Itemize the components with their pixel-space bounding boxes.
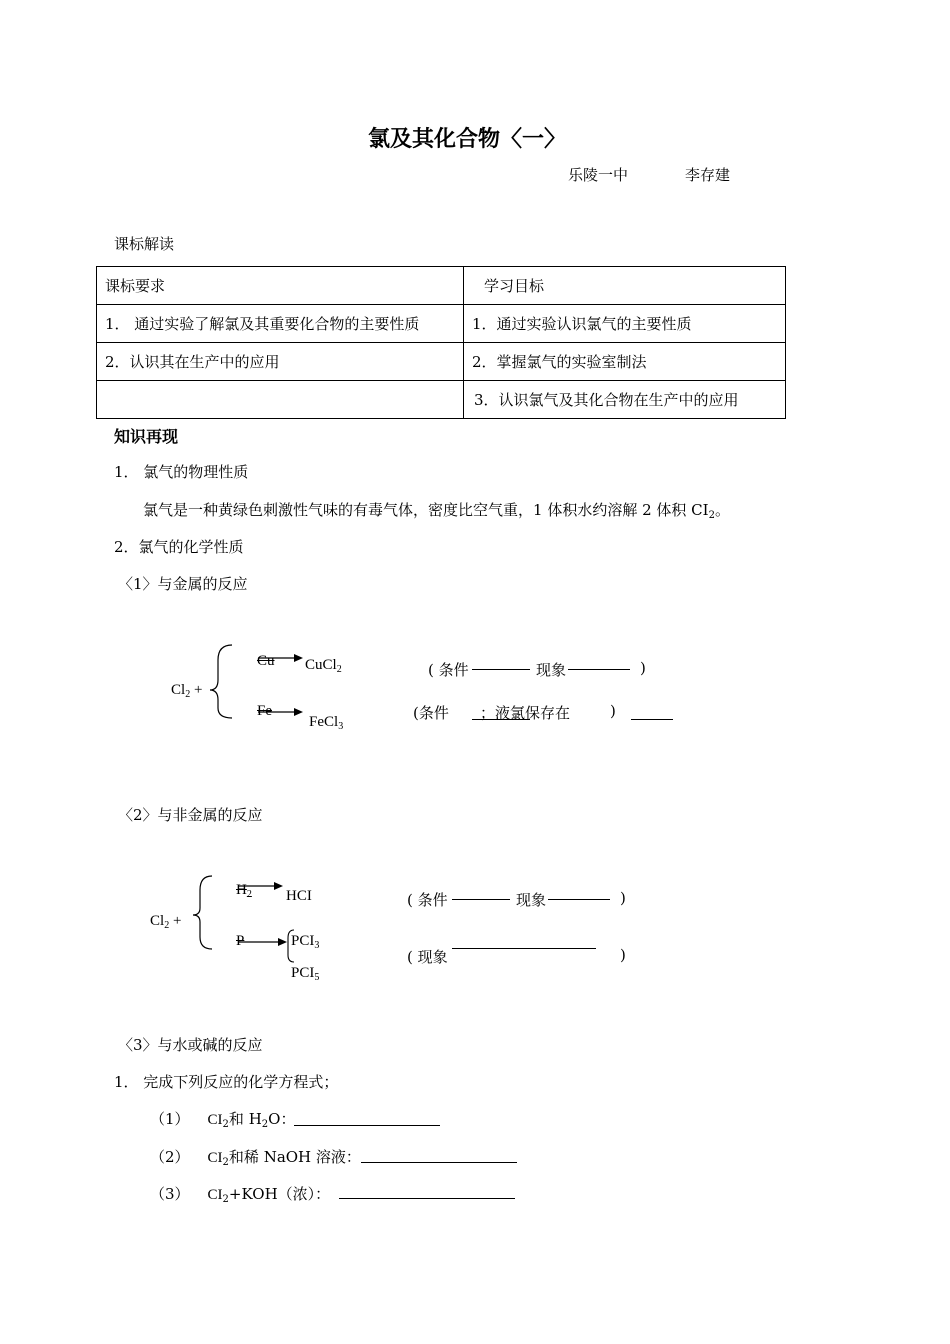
table-cell: 2．掌握氯气的实验室制法 <box>464 343 786 381</box>
task-instruction: 1． 完成下列反应的化学方程式； <box>114 1073 339 1091</box>
blank-line <box>631 719 673 720</box>
product-pcl3: $PCI_3$ <box>291 933 320 951</box>
metal-cl2: $Cl_2$ + <box>171 682 203 700</box>
equation-number: （3） <box>150 1185 190 1203</box>
item-chemical-properties: 2．氯气的化学性质 <box>114 538 244 556</box>
metal-condition-2-close: ) <box>610 702 616 720</box>
nonmetal-phenomenon-1-label: 现象 <box>516 891 547 909</box>
subsection-water-base-reaction: 〈3〉与水或碱的反应 <box>118 1036 263 1054</box>
arrowhead-fe <box>294 708 303 716</box>
answer-line[interactable] <box>294 1125 440 1126</box>
brace-metal <box>210 645 232 718</box>
nonmetal-cl2: $Cl_2$ + <box>150 913 182 931</box>
arrowhead-h2 <box>274 882 283 890</box>
section-knowledge-heading: 知识再现 <box>114 427 179 446</box>
subsection-metal-reaction: 〈1〉与金属的反应 <box>118 575 248 593</box>
table-header-cell: 课标要求 <box>97 267 464 305</box>
table-cell: 1．通过实验认识氯气的主要性质 <box>464 305 786 343</box>
page-title: 氯及其化合物〈一〉 <box>368 126 567 152</box>
blank-line <box>568 669 630 670</box>
metal-condition-1-close: ) <box>640 659 646 677</box>
metal-phenomenon-1-label: 现象 <box>536 661 567 679</box>
blank-line <box>472 669 530 670</box>
subsection-nonmetal-reaction: 〈2〉与非金属的反应 <box>118 806 263 824</box>
section-standard-heading: 课标解读 <box>114 235 175 253</box>
blank-line <box>452 948 596 949</box>
nonmetal-condition-1-close: ) <box>620 889 626 907</box>
equation-number: （2） <box>150 1148 190 1166</box>
metal-condition-1-label: ( 条件 <box>428 661 469 679</box>
reactant-cu: Cu <box>257 653 275 669</box>
equation-item: （1） $CI_2$和 $H_2O$： <box>150 1110 296 1130</box>
product-cucl2: CuCl$_2$ <box>305 657 342 675</box>
metal-storage-label: ；液氯保存在 <box>480 704 571 722</box>
table-cell: 3．认识氯气及其化合物在生产中的应用 <box>464 381 786 419</box>
author-name: 李存建 <box>685 166 731 184</box>
table-header-cell: 学习目标 <box>464 267 786 305</box>
brace-nonmetal <box>193 876 212 949</box>
nonmetal-condition-1-label: ( 条件 <box>407 891 448 909</box>
nonmetal-phenomenon-2-close: ) <box>620 946 626 964</box>
answer-line[interactable] <box>339 1198 515 1199</box>
answer-line[interactable] <box>361 1162 517 1163</box>
equation-number: （1） <box>150 1110 190 1128</box>
nonmetal-phenomenon-2-label: ( 现象 <box>407 948 448 966</box>
reactant-fe: Fe <box>257 703 272 719</box>
product-pcl5: $PCI_5$ <box>291 965 320 983</box>
arrowhead-p <box>278 938 287 946</box>
table-cell: 2．认识其在生产中的应用 <box>97 343 464 381</box>
reactant-p: P <box>236 933 245 949</box>
reactant-h2: $H_2$ <box>236 882 252 900</box>
product-fecl3: FeCl$_3$ <box>309 714 344 732</box>
school-name: 乐陵一中 <box>568 166 629 184</box>
blank-line <box>548 899 610 900</box>
equation-item: （2） $CI_2$和稀 NaOH 溶液： <box>150 1148 361 1168</box>
product-hcl: HCI <box>286 888 312 904</box>
table-cell: 1． 通过实验了解氯及其重要化合物的主要性质 <box>97 305 464 343</box>
blank-line <box>452 899 510 900</box>
arrowhead-cu <box>294 654 303 662</box>
item-physical-properties: 1． 氯气的物理性质 <box>114 463 249 481</box>
equation-item: （3） $CI_2+KOH$（浓）： <box>150 1185 331 1205</box>
metal-condition-2-label: (条件 <box>413 704 449 722</box>
physical-properties-text: 氯气是一种黄绿色刺激性气味的有毒气体，密度比空气重，1 体积水约溶解 2 体积 $CI_2$。 <box>143 501 730 521</box>
